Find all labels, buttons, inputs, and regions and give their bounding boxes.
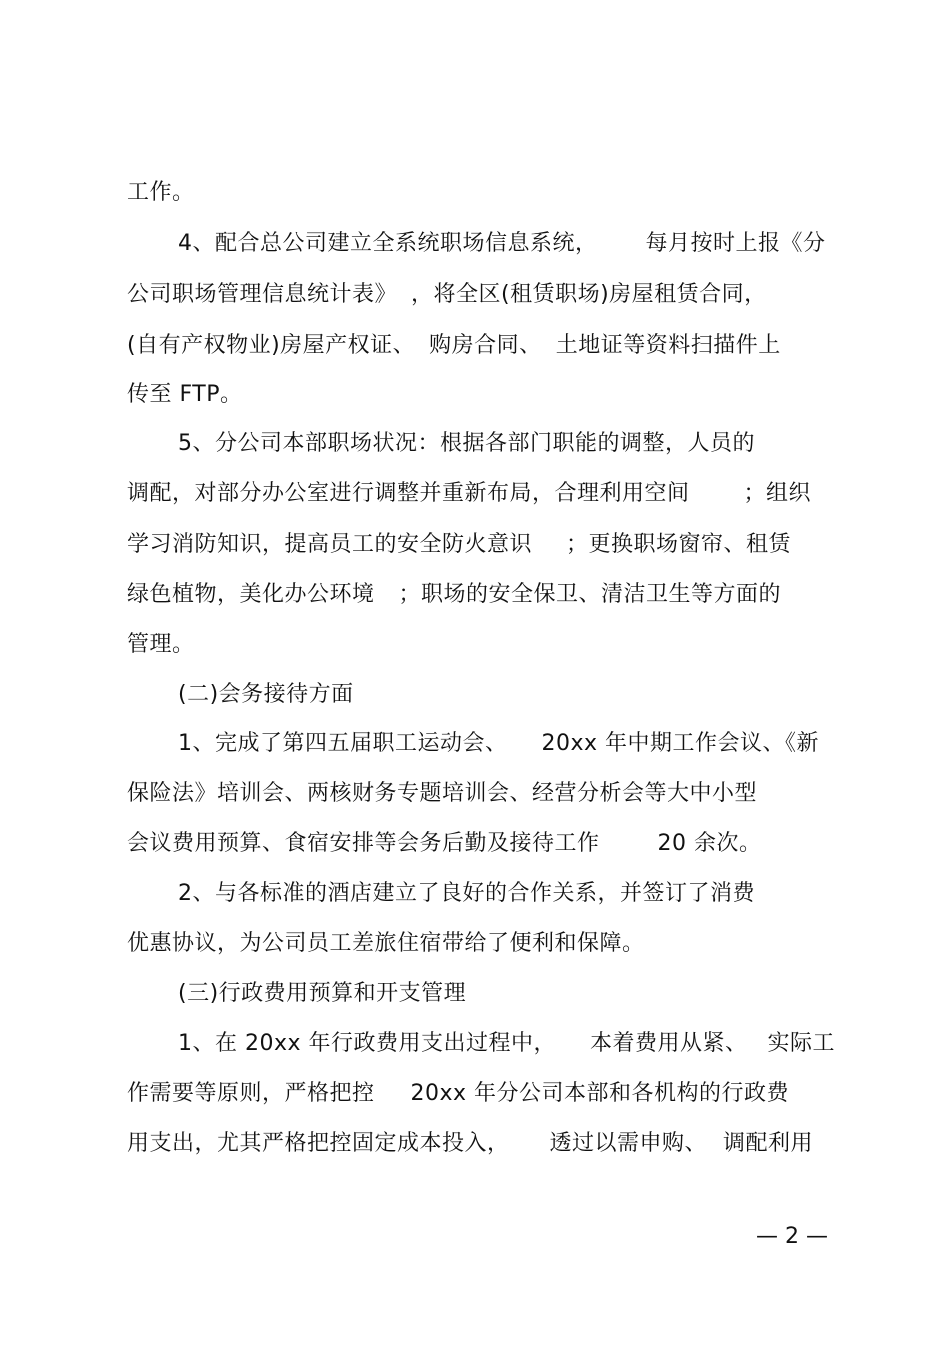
text-line: 公司职场管理信息统计表》 ，将全区(租赁职场)房屋租赁合同， bbox=[127, 282, 767, 307]
text-line: 5、分公司本部职场状况：根据各部门职能的调整，人员的 bbox=[178, 431, 755, 456]
text-line: 学习消防知识，提高员工的安全防火意识 ；更换职场窗帘、租赁 bbox=[127, 532, 792, 557]
text-line: 工作。 bbox=[127, 180, 195, 205]
section-heading: (二)会务接待方面 bbox=[178, 682, 354, 707]
text-line: 会议费用预算、食宿安排等会务后勤及接待工作 20 余次。 bbox=[127, 831, 762, 856]
text-line: 绿色植物，美化办公环境 ；职场的安全保卫、清洁卫生等方面的 bbox=[127, 582, 782, 607]
text-line: 2、与各标准的酒店建立了良好的合作关系，并签订了消费 bbox=[178, 881, 755, 906]
text-line: 1、完成了第四五届职工运动会、 20xx 年中期工作会议、《新 bbox=[178, 731, 820, 756]
text-line: 用支出，尤其严格把控固定成本投入， 透过以需申购、 调配利用 bbox=[127, 1131, 814, 1156]
text-line: 作需要等原则，严格把控 20xx 年分公司本部和各机构的行政费 bbox=[127, 1081, 790, 1106]
text-line: 保险法》培训会、两核财务专题培训会、经营分析会等大中小型 bbox=[127, 781, 758, 806]
text-line: 管理。 bbox=[127, 632, 195, 657]
text-line: 优惠协议，为公司员工差旅住宿带给了便利和保障。 bbox=[127, 931, 645, 956]
text-line: 调配，对部分办公室进行调整并重新布局，合理利用空间 ；组织 bbox=[127, 481, 812, 506]
text-line: 1、在 20xx 年行政费用支出过程中， 本着费用从紧、 实际工 bbox=[178, 1031, 836, 1056]
text-line: (自有产权物业)房屋产权证、 购房合同、 土地证等资料扫描件上 bbox=[127, 333, 781, 358]
text-line: 传至 FTP。 bbox=[127, 382, 243, 407]
text-line: 4、配合总公司建立全系统职场信息系统， 每月按时上报《分 bbox=[178, 231, 826, 256]
page-number: — 2 — bbox=[756, 1224, 828, 1249]
section-heading: (三)行政费用预算和开支管理 bbox=[178, 981, 467, 1006]
